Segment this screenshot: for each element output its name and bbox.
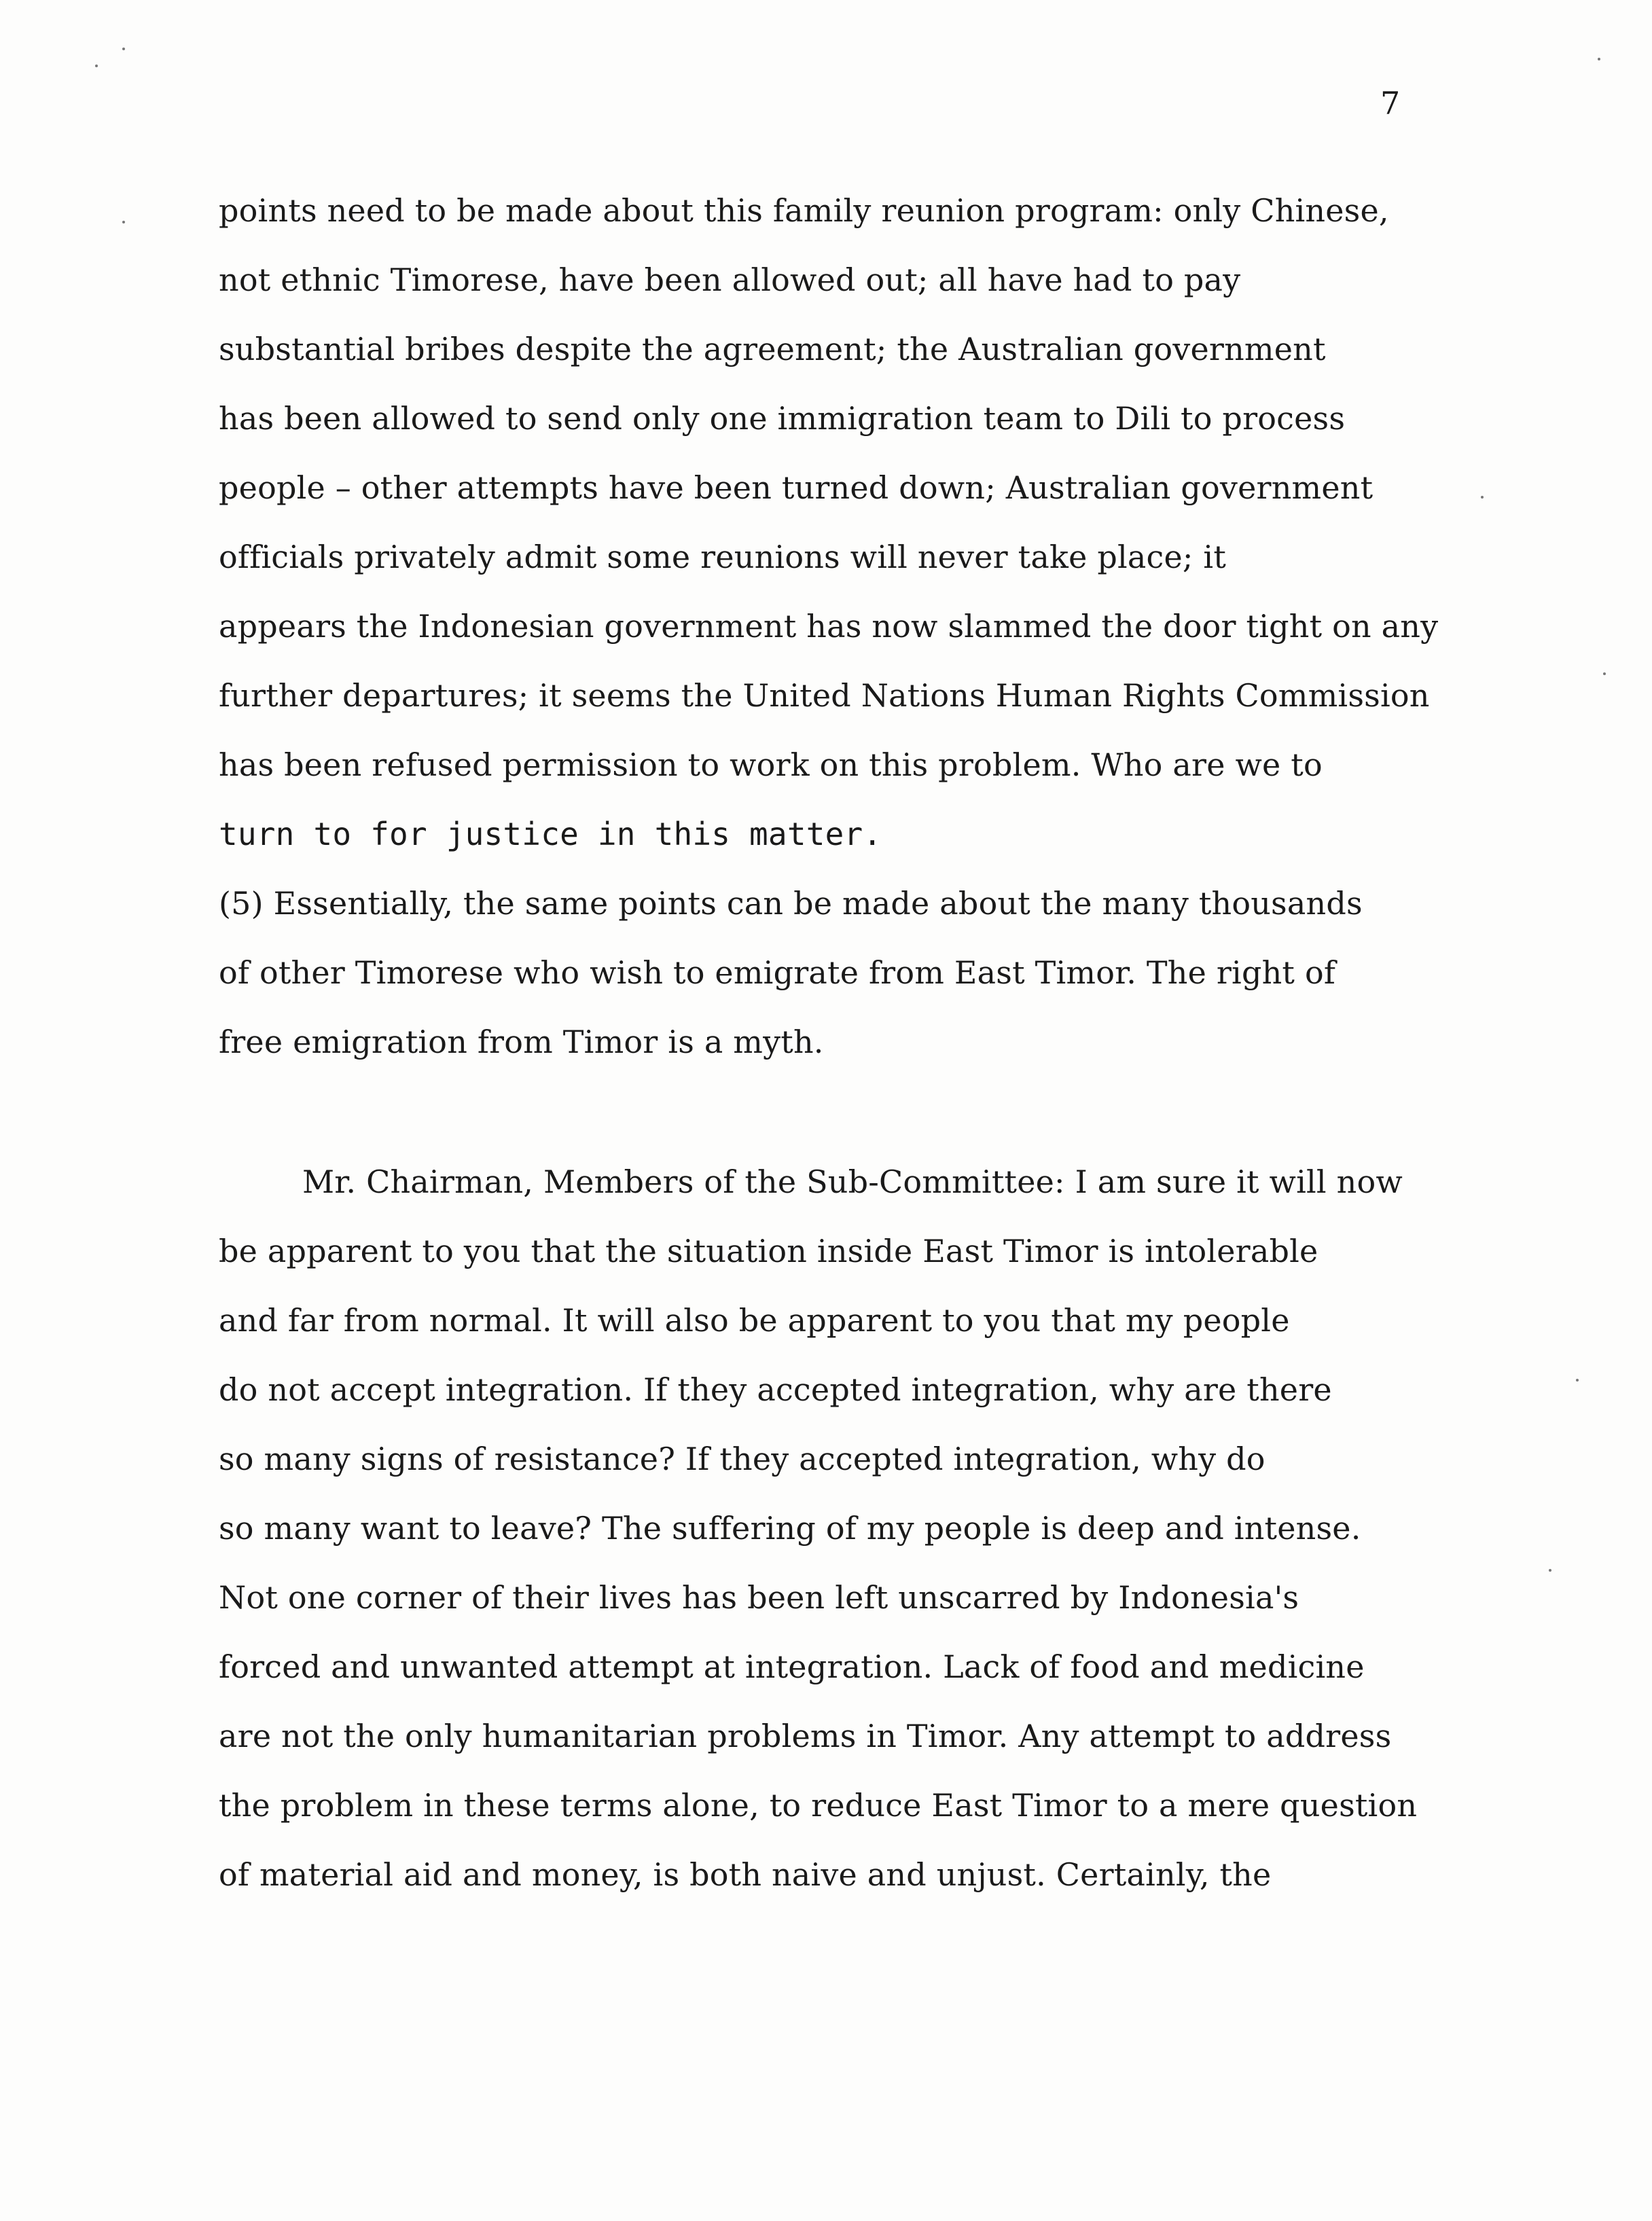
text-line: of material aid and money, is both naive and unjust. Certainly, the [219,1856,1272,1893]
text-line: of other Timorese who wish to emigrate from East Timor. The right of [219,954,1336,991]
text-line: the problem in these terms alone, to reduce East Timor to a mere question [219,1787,1418,1824]
text-line: points need to be made about this family reunion program: only Chinese, [219,192,1389,229]
text-line: and far from normal. It will also be apparent to you that my people [219,1302,1290,1339]
text-line: has been allowed to send only one immigration team to Dili to process [219,400,1346,437]
page-number: 7 [1380,85,1401,122]
text-line: has been refused permission to work on this problem. Who are we to [219,746,1323,783]
scan-speck [1576,1379,1579,1382]
text-line: not ethnic Timorese, have been allowed out; all have had to pay [219,261,1241,298]
scan-speck [122,48,125,50]
text-line: do not accept integration. If they accepted integration, why are there [219,1371,1332,1408]
text-line: (5) Essentially, the same points can be made about the many thousands [219,885,1363,922]
scan-speck [1549,1569,1551,1572]
scan-speck [1481,496,1484,499]
scan-speck [95,65,98,67]
text-line: so many want to leave? The suffering of my people is deep and intense. [219,1510,1361,1547]
text-line: forced and unwanted attempt at integration. Lack of food and medicine [219,1648,1365,1685]
text-line: so many signs of resistance? If they accepted integration, why do [219,1441,1265,1477]
scan-speck [1603,672,1606,675]
text-line: appears the Indonesian government has now slammed the door tight on any [219,608,1439,645]
text-line: be apparent to you that the situation inside East Timor is intolerable [219,1233,1318,1269]
scan-speck [122,221,125,223]
text-line: officials privately admit some reunions will never take place; it [219,539,1227,575]
text-line: are not the only humanitarian problems in Timor. Any attempt to address [219,1718,1392,1754]
scan-speck [1598,58,1600,60]
text-line: further departures; it seems the United Nations Human Rights Commission [219,677,1430,714]
text-line: turn to for justice in this matter. [219,816,882,852]
text-line: free emigration from Timor is a myth. [219,1024,824,1060]
text-line: Not one corner of their lives has been left unscarred by Indonesia's [219,1579,1299,1616]
text-line: people – other attempts have been turned down; Australian government [219,469,1373,506]
text-line: Mr. Chairman, Members of the Sub-Committee: I am sure it will now [302,1163,1403,1200]
text-line: substantial bribes despite the agreement; the Australian government [219,331,1326,367]
